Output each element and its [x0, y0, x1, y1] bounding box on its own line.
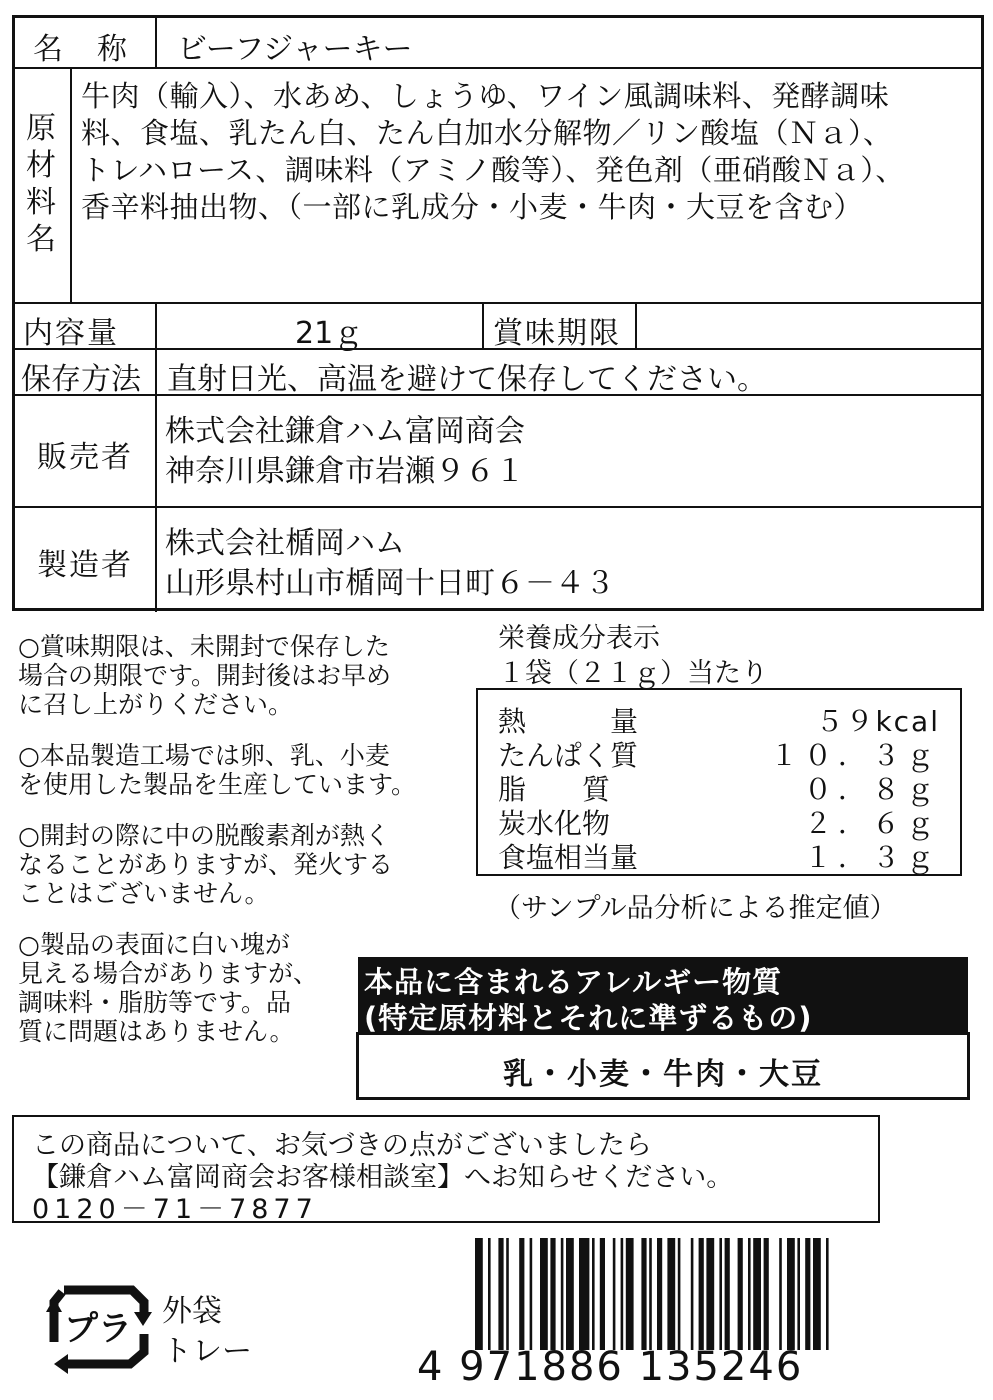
barcode-bar [706, 1238, 714, 1350]
barcode-bar [613, 1238, 616, 1350]
note-white-lumps: ○製品の表面に白い塊が 見える場合がありますが、 調味料・脂肪等です。品 質に問題はありません。 [18, 930, 319, 1046]
maker-info [165, 524, 615, 604]
row-divider [15, 506, 981, 508]
col-divider [155, 302, 157, 348]
barcode-bar [566, 1238, 574, 1350]
maker-label: 製造者 [37, 548, 133, 583]
nutrition-row-fat: 脂 質 ０．８ｇ [498, 773, 940, 806]
barcode-bar [725, 1238, 730, 1350]
nutrition-row-energy: 熱 量 ５９kcal [498, 705, 940, 738]
label-table [12, 15, 984, 611]
barcode-bar [626, 1238, 634, 1350]
content-value: 21ｇ [295, 316, 364, 351]
allergen-box [356, 1032, 970, 1100]
barcode-bar [691, 1238, 694, 1350]
barcode-bar [753, 1238, 761, 1350]
contact-phone: 0120－71－7877 [32, 1194, 318, 1225]
row-divider [15, 302, 981, 304]
product-name: ビーフジャーキー [177, 32, 413, 67]
barcode-bar [826, 1238, 829, 1350]
barcode-bar [530, 1238, 533, 1350]
barcode-bar [678, 1238, 681, 1350]
barcode-bar [787, 1238, 795, 1350]
allergen-items: 乳・小麦・牛肉・大豆 [503, 1057, 823, 1092]
barcode-bar [649, 1238, 652, 1350]
nutrition-title: 栄養成分表示 [498, 623, 660, 654]
barcode-bar [519, 1238, 524, 1350]
col-divider [155, 348, 157, 394]
col-divider [482, 302, 484, 348]
recycle-item-bag: 外袋 [162, 1294, 222, 1329]
seller-name: 株式会社鎌倉ハム富岡商会 [165, 414, 525, 449]
barcode-bar [657, 1238, 662, 1350]
content-label: 内容量 [23, 316, 119, 351]
svg-text:プラ: プラ [64, 1309, 132, 1349]
barcode-bar [621, 1238, 624, 1350]
recycle-items [162, 1292, 252, 1372]
row-divider [15, 67, 981, 69]
ingredients-line: 牛肉（輸入）、水あめ、しょうゆ、ワイン風調味料、発酵調味 [81, 79, 890, 113]
nutrition-row-salt: 食塩相当量 １．３ｇ [498, 841, 940, 874]
nutrition-table [476, 688, 962, 876]
contact-line2: 【鎌倉ハム富岡商会お客様相談室】へお知らせください。 [32, 1162, 734, 1193]
barcode-bar [561, 1238, 564, 1350]
barcode-bar [600, 1238, 605, 1350]
contact-line1: この商品について、お気づきの点がございましたら [32, 1130, 652, 1161]
allergen-header-line1: 本品に含まれるアレルギー物質 [364, 965, 783, 999]
nutrition-note: （サンプル品分析による推定値） [494, 893, 897, 924]
barcode-bar [540, 1238, 548, 1350]
note-oxygen-absorber: ○開封の際に中の脱酸素剤が熱く なることがありますが、発火する ことはございません。 [18, 821, 394, 908]
barcode-bar [719, 1238, 722, 1350]
nutrition-row-protein: たんぱく質 １０．３ｇ [498, 739, 940, 772]
barcode-bar [498, 1238, 503, 1350]
barcode-bars [465, 1238, 970, 1350]
maker-address: 山形県村山市楯岡十日町６－４３ [165, 566, 615, 601]
barcode-bar [805, 1238, 810, 1350]
recycle-item-tray: トレー [162, 1334, 252, 1369]
barcode-bar [475, 1238, 483, 1350]
barcode-bar [550, 1238, 555, 1350]
barcode-bar [667, 1238, 675, 1350]
note-best-before: ○賞味期限は、未開封で保存した 場合の期限です。開封後はお早め に召し上がりください。 [18, 632, 392, 719]
allergen-header [358, 957, 968, 1033]
note-allergen-factory: ○本品製造工場では卵、乳、小麦 を使用した製品を生産しています。 [18, 741, 417, 799]
barcode-bar [779, 1238, 782, 1350]
barcode-bar [797, 1238, 800, 1350]
ingredients-label: 原材料名 [26, 111, 56, 257]
col-divider [635, 302, 637, 348]
contact-box [12, 1115, 880, 1223]
barcode-bar [748, 1238, 751, 1350]
barcode [417, 1238, 970, 1390]
barcode-bar [506, 1238, 509, 1350]
ingredients-line: 香辛料抽出物、（一部に乳成分・小麦・牛肉・大豆を含む） [81, 190, 864, 224]
barcode-bar [738, 1238, 743, 1350]
name-label: 名 称 [33, 32, 129, 67]
maker-name: 株式会社楯岡ハム [165, 526, 405, 561]
nutrition-serving: １袋（２１ｇ）当たり [498, 658, 768, 689]
barcode-bar [813, 1238, 821, 1350]
barcode-bar [641, 1238, 646, 1350]
ingredients-line: 料、食塩、乳たん白、たん白加水分解物／リン酸塩（Ｎａ）、 [81, 116, 893, 150]
storage-value: 直射日光、高温を避けて保存してください。 [167, 362, 767, 397]
barcode-bar [488, 1238, 491, 1350]
col-divider [70, 67, 72, 302]
barcode-bar [592, 1238, 595, 1350]
ingredients-line: トレハロース、調味料（アミノ酸等）、発色剤（亜硝酸Ｎａ）、 [81, 153, 905, 187]
best-before-label: 賞味期限 [493, 316, 621, 351]
storage-label: 保存方法 [21, 362, 141, 397]
barcode-bar [699, 1238, 704, 1350]
barcode-digits: 4 971886 135246 [417, 1344, 804, 1390]
nutrition-row-carbohydrate: 炭水化物 ２．６ｇ [498, 807, 940, 840]
seller-info [165, 412, 525, 492]
col-divider [155, 394, 157, 612]
barcode-bar [579, 1238, 589, 1350]
recycle-pla-icon [40, 1272, 158, 1380]
ingredients-text [81, 78, 905, 226]
seller-address: 神奈川県鎌倉市岩瀬９６１ [165, 454, 525, 489]
seller-label: 販売者 [37, 440, 133, 475]
barcode-bar [764, 1238, 769, 1350]
col-divider [155, 18, 157, 67]
allergen-header-line2: (特定原材料とそれに準ずるもの) [364, 1001, 813, 1035]
